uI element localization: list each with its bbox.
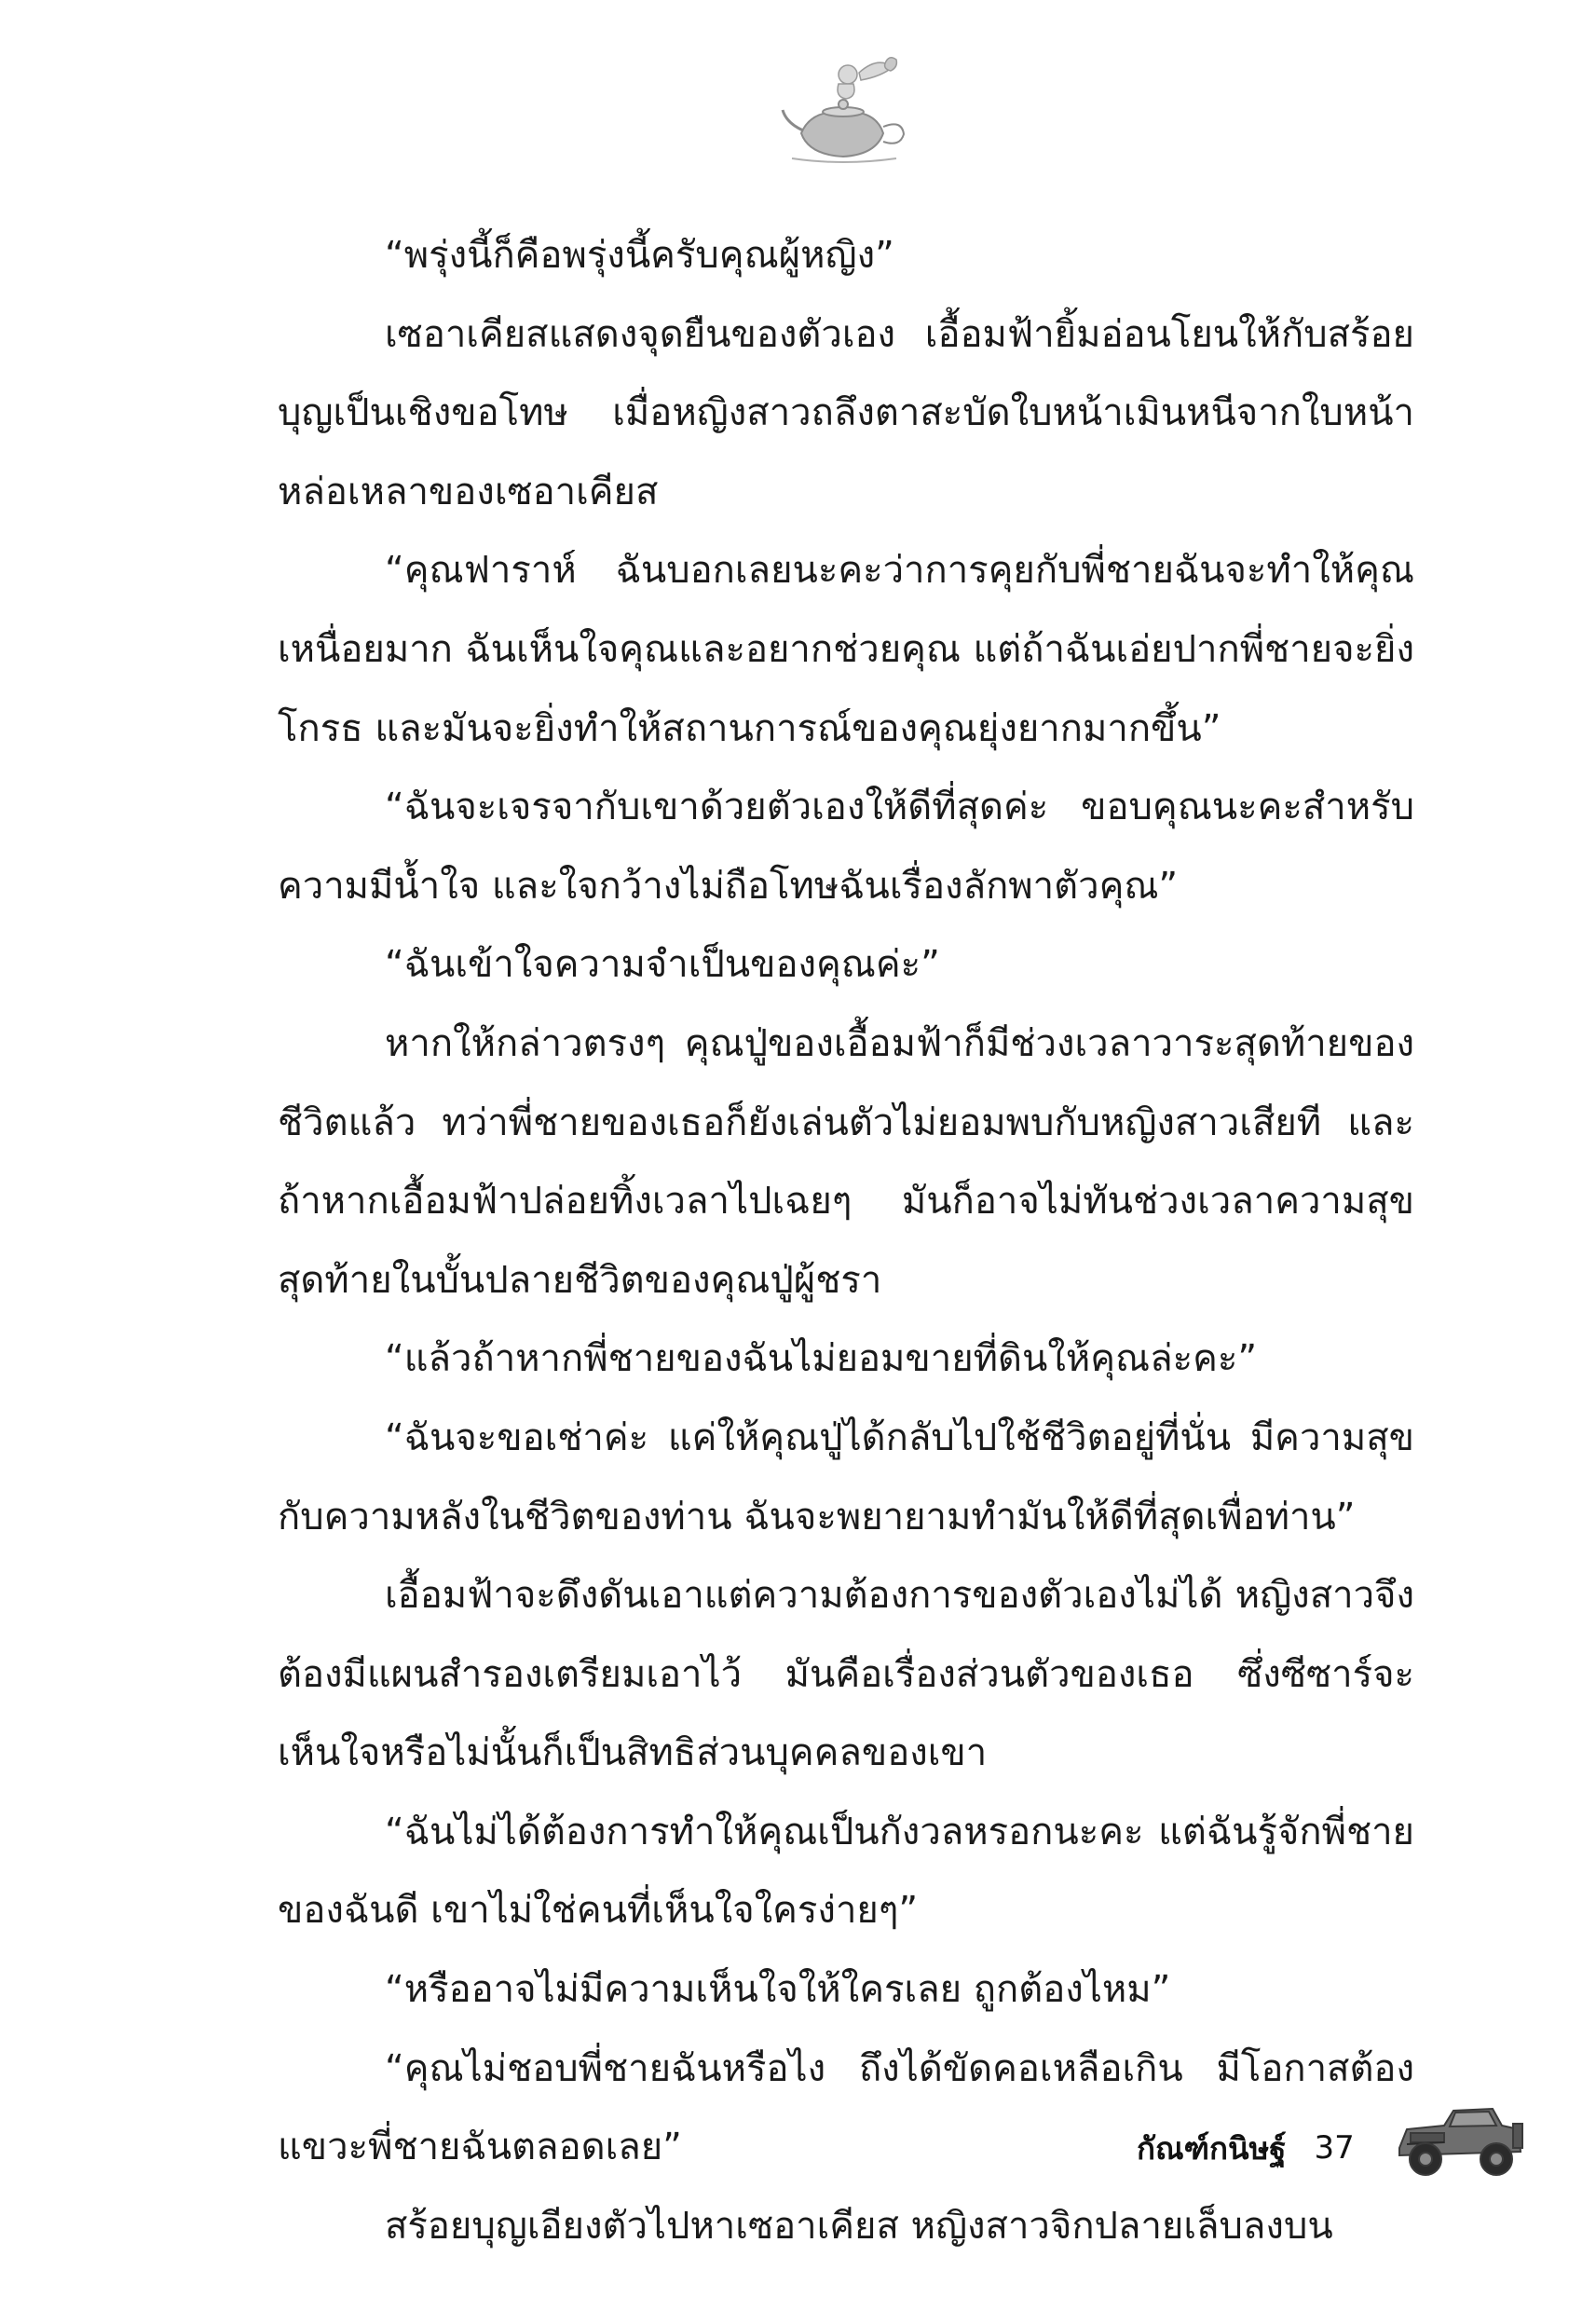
jeep-icon [1388,2083,1528,2185]
body-text [278,216,1414,2265]
book-title: กัณฑ์กนิษฐ์ [1137,2129,1287,2167]
teapot-with-cupid-ornament-icon [773,45,913,166]
paragraph: “คุณฟาราห์ ฉันบอกเลยนะคะว่าการคุยกับพี่ชายฉันจะทำให้คุณเหนื่อยมาก ฉันเห็นใจคุณและอยากช่วยคุณ แต่ถ้าฉันเอ่ยปากพี่ชายจะยิ่งโกรธ และมันจะยิ่งทำให้สถานการณ์ของคุณยุ่งยากมากขึ้น” [278,549,1414,750]
paragraph: “ฉันเข้าใจความจำเป็นของคุณค่ะ” [385,943,940,987]
paragraph: “คุณไม่ชอบพี่ชายฉันหรือไง ถึงได้ขัดคอเหลือเกิน มีโอกาสต้องแขวะพี่ชายฉันตลอดเลย” [278,2046,1414,2169]
paragraph: สร้อยบุญเอียงตัวไปหาเซอาเคียส หญิงสาวจิกปลายเล็บลงบน [385,2204,1333,2248]
page-number: 37 [1314,2129,1355,2167]
paragraph: “แล้วถ้าหากพี่ชายของฉันไม่ยอมขายที่ดินให้คุณล่ะคะ” [385,1337,1258,1381]
paragraph: เอื้อมฟ้าจะดึงดันเอาแต่ความต้องการของตัวเองไม่ได้ หญิงสาวจึงต้องมีแผนสำรองเตรียมเอาไว้ มันคือเรื่องส่วนตัวของเธอ ซึ่งซีซาร์จะเห็นใจหรือไม่นั้นก็เป็นสิทธิส่วนบุคคลของเขา [278,1574,1414,1775]
paragraph: “พรุ่งนี้ก็คือพรุ่งนี้ครับคุณผู้หญิง” [385,234,894,277]
paragraph: หากให้กล่าวตรงๆ คุณปู่ของเอื้อมฟ้าก็มีช่วงเวลาวาระสุดท้ายของชีวิตแล้ว ทว่าพี่ชายของเธอก็ยังเล่นตัวไม่ยอมพบกับหญิงสาวเสียที และถ้าหากเอื้อมฟ้าปล่อยทิ้งเวลาไปเฉยๆ มันก็อาจไม่ทันช่วงเวลาความสุขสุดท้ายในบั้นปลายชีวิตของคุณปู่ผู้ชรา [278,1021,1414,1302]
page-footer [1137,2115,1355,2181]
paragraph: “ฉันไม่ได้ต้องการทำให้คุณเป็นกังวลหรอกนะคะ แต่ฉันรู้จักพี่ชายของฉันดี เขาไม่ใช่คนที่เห็นใจใครง่ายๆ” [278,1810,1414,1933]
paragraph: “ฉันจะขอเช่าค่ะ แค่ให้คุณปู่ได้กลับไปใช้ชีวิตอยู่ที่นั่น มีความสุขกับความหลังในชีวิตของท่าน ฉันจะพยายามทำมันให้ดีที่สุดเพื่อท่าน” [278,1415,1414,1538]
paragraph: “หรืออาจไม่มีความเห็นใจให้ใครเลย ถูกต้องไหม” [385,1968,1171,2012]
paragraph: เซอาเคียสแสดงจุดยืนของตัวเอง เอื้อมฟ้ายิ้มอ่อนโยนให้กับสร้อยบุญเป็นเชิงขอโทษ เมื่อหญิงสาวถลึงตาสะบัดใบหน้าเมินหนีจากใบหน้าหล่อเหลาของเซอาเคียส [278,312,1414,513]
paragraph: “ฉันจะเจรจากับเขาด้วยตัวเองให้ดีที่สุดค่ะ ขอบคุณนะคะสำหรับความมีน้ำใจ และใจกว้างไม่ถือโทษฉันเรื่องลักพาตัวคุณ” [278,786,1414,908]
